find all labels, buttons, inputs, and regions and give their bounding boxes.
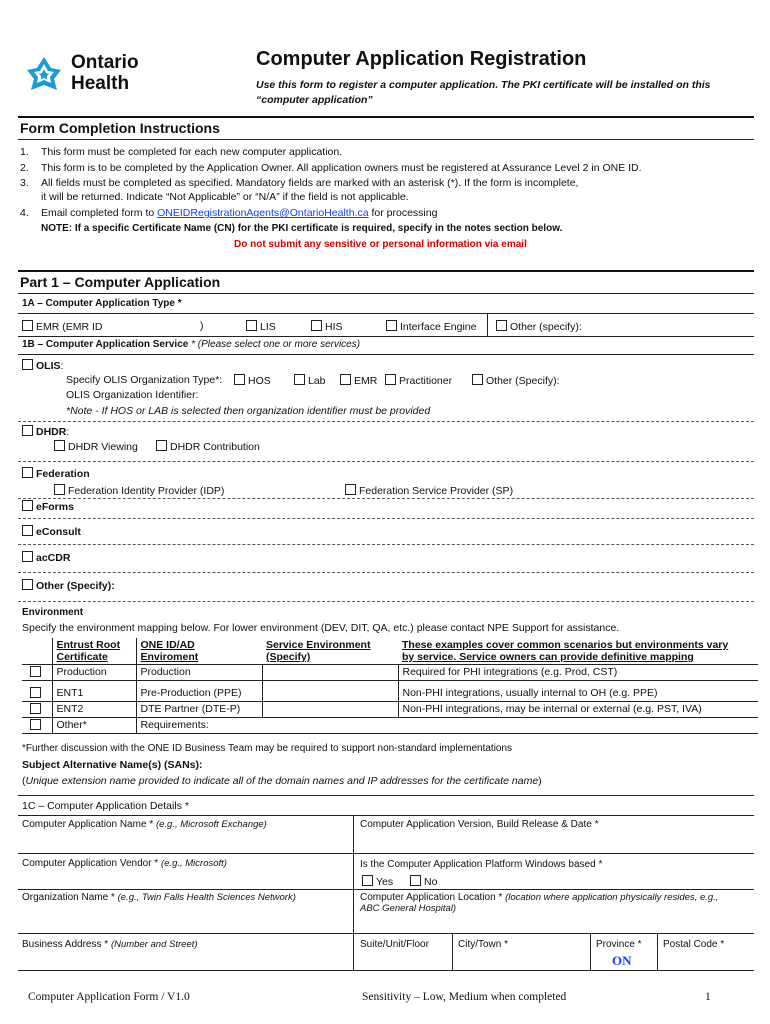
olis-lab-checkbox[interactable] xyxy=(294,374,305,385)
type-interface-engine-option[interactable] xyxy=(386,320,476,333)
divider xyxy=(18,544,754,545)
col-example-b: by service. Service owners can provide definitive mapping xyxy=(402,651,694,663)
dhdr-contribution-checkbox[interactable] xyxy=(156,440,167,451)
his-label: HIS xyxy=(325,321,343,333)
dhdr-colon: : xyxy=(66,426,70,438)
windows-question: Is the Computer Application Platform Windows based * xyxy=(360,859,603,870)
divider xyxy=(18,889,754,890)
other-type-checkbox[interactable] xyxy=(496,320,507,331)
lis-label: LIS xyxy=(260,321,276,333)
col-service-a: Service Environment xyxy=(266,639,371,651)
san-note: Unique extension name provided to indicate all of the domain names and IP addresses for the certificate name xyxy=(25,775,539,787)
env-ent1-checkbox[interactable] xyxy=(30,687,41,698)
instruction-text-4-post: for processing xyxy=(368,207,438,219)
instruction-num-3: 3. xyxy=(20,177,29,189)
dhdr-label: DHDR xyxy=(36,426,67,438)
city-field[interactable] xyxy=(458,939,508,950)
vendor-label: Computer Application Vendor * xyxy=(22,858,161,869)
environment-table xyxy=(22,638,758,734)
city-label: City/Town * xyxy=(458,939,509,950)
olis-label: OLIS xyxy=(36,360,61,372)
instruction-num-4: 4. xyxy=(20,207,29,219)
olis-emr-option[interactable] xyxy=(340,374,377,387)
environment-desc: Specify the environment mapping below. For lower environment (DEV, DIT, QA, etc.) please contact NPE Support for assistance. xyxy=(22,622,620,634)
column-divider xyxy=(657,933,658,970)
eforms-option[interactable] xyxy=(22,500,74,513)
address-field[interactable] xyxy=(22,939,198,950)
col-example-a: These examples cover common scenarios but environments vary xyxy=(402,639,729,651)
province-label: Province * xyxy=(596,939,642,950)
windows-yes-label: Yes xyxy=(376,876,394,888)
federation-label: Federation xyxy=(36,468,90,480)
page-subtitle-line2: “computer application” xyxy=(256,94,373,106)
windows-no-option[interactable] xyxy=(410,875,437,888)
vendor-field[interactable] xyxy=(22,858,227,869)
logo-line2: Health xyxy=(71,73,130,94)
environment-table-header xyxy=(22,638,758,665)
olis-lab-option[interactable] xyxy=(294,374,326,387)
dhdr-contribution-option[interactable] xyxy=(156,440,260,453)
federation-checkbox[interactable] xyxy=(22,467,33,478)
section-1b-label xyxy=(22,339,360,350)
san-label: Subject Alternative Name(s) (SANs): xyxy=(22,759,203,771)
col-service-b: (Specify) xyxy=(266,651,311,663)
table-row xyxy=(22,702,758,718)
eforms-label: eForms xyxy=(36,501,74,513)
olis-other-label: Other (Specify): xyxy=(486,375,560,387)
env-example: Non-PHI integrations, usually internal to OH (e.g. PPE) xyxy=(402,687,658,699)
env-service-field[interactable] xyxy=(262,681,398,702)
accdr-checkbox[interactable] xyxy=(22,551,33,562)
col-env-b: Enviroment xyxy=(140,651,199,663)
table-row xyxy=(22,681,758,702)
olis-practitioner-checkbox[interactable] xyxy=(385,374,396,385)
divider xyxy=(18,815,754,816)
dhdr-option[interactable] xyxy=(22,425,69,438)
col-root-b: Certificate xyxy=(56,651,108,663)
col-root-a: Entrust Root xyxy=(56,639,121,651)
address-label: Business Address * xyxy=(22,939,111,950)
column-divider xyxy=(353,815,354,970)
divider xyxy=(18,601,754,602)
env-root: ENT1 xyxy=(52,681,136,702)
trillium-icon xyxy=(24,54,64,94)
olis-other-checkbox[interactable] xyxy=(472,374,483,385)
org-name-example: (e.g., Twin Falls Health Sciences Network) xyxy=(117,892,296,903)
eforms-checkbox[interactable] xyxy=(22,500,33,511)
location-example-2: ABC General Hospital) xyxy=(360,903,457,914)
olis-practitioner-label: Practitioner xyxy=(399,375,453,387)
divider xyxy=(18,498,754,499)
footer-form-version: Computer Application Form / V1.0 xyxy=(28,991,190,1003)
page-title: Computer Application Registration xyxy=(256,48,587,70)
divider xyxy=(18,313,754,314)
divider xyxy=(18,354,754,355)
instruction-text-1: This form must be completed for each new computer application. xyxy=(41,146,343,158)
other-service-checkbox[interactable] xyxy=(22,579,33,590)
divider xyxy=(18,421,754,422)
dhdr-contribution-label: DHDR Contribution xyxy=(170,441,260,453)
divider xyxy=(18,933,754,934)
econsult-label: eConsult xyxy=(36,526,81,538)
type-other-option[interactable] xyxy=(496,320,582,333)
page-subtitle-line1: Use this form to register a computer application. The PKI certificate will be installed on this xyxy=(256,79,711,91)
olis-emr-label: EMR xyxy=(354,375,378,387)
olis-note: *Note - If HOS or LAB is selected then organization identifier must be provided xyxy=(66,405,431,417)
instruction-text-3b: it will be returned. Indicate “Not Applicable” or “N/A” if the field is not applicable. xyxy=(41,191,409,203)
divider xyxy=(18,970,754,971)
emr-checkbox[interactable] xyxy=(22,320,33,331)
env-example: Non-PHI integrations, may be internal or external (e.g. PST, IVA) xyxy=(402,703,702,715)
environment-label: Environment xyxy=(22,607,84,618)
ontario-health-logo xyxy=(24,52,154,96)
olis-hos-label: HOS xyxy=(248,375,271,387)
federation-idp-option[interactable] xyxy=(54,484,224,497)
section-1b-title: 1B – Computer Application Service xyxy=(22,339,189,350)
env-ent2-checkbox[interactable] xyxy=(30,703,41,714)
windows-no-label: No xyxy=(424,876,438,888)
federation-sp-label: Federation Service Provider (SP) xyxy=(359,485,514,497)
dhdr-viewing-option[interactable] xyxy=(54,440,138,453)
env-example: Required for PHI integrations (e.g. Prod, CST) xyxy=(402,666,618,678)
econsult-option[interactable] xyxy=(22,525,81,538)
instruction-num-1: 1. xyxy=(20,146,29,158)
san-note-wrap: (Unique extension name provided to indicate all of the domain names and IP addresses for the certificate name) xyxy=(22,775,542,787)
app-name-label: Computer Application Name * xyxy=(22,819,156,830)
footer-page-number: 1 xyxy=(705,991,711,1003)
olis-type-label: Specify OLIS Organization Type*: xyxy=(66,374,223,386)
section-1a-label: 1A – Computer Application Type * xyxy=(22,298,182,309)
suite-label: Suite/Unit/Floor xyxy=(360,939,429,950)
dhdr-checkbox[interactable] xyxy=(22,425,33,436)
other-service-option[interactable] xyxy=(22,579,115,592)
olis-checkbox[interactable] xyxy=(22,359,33,370)
location-label: Computer Application Location * xyxy=(360,892,506,903)
federation-idp-label: Federation Identity Provider (IDP) xyxy=(68,485,225,497)
address-example: (Number and Street) xyxy=(110,939,198,950)
env-service-field[interactable] xyxy=(262,665,398,681)
postal-field[interactable] xyxy=(663,939,724,950)
column-divider xyxy=(452,933,453,970)
col-env-a: ONE ID/AD xyxy=(140,639,195,651)
app-version-label: Computer Application Version, Build Release & Date * xyxy=(360,819,599,830)
other-type-label: Other (specify): xyxy=(510,321,582,333)
divider xyxy=(18,116,754,118)
column-divider xyxy=(590,933,591,970)
org-name-label: Organization Name * xyxy=(22,892,118,903)
postal-label: Postal Code * xyxy=(663,939,725,950)
instructions-note: NOTE: If a specific Certificate Name (CN) for the PKI certificate is required, specify in the notes section below. xyxy=(41,223,563,234)
federation-sp-option[interactable] xyxy=(345,484,513,497)
org-name-field[interactable] xyxy=(22,892,296,903)
suite-field[interactable] xyxy=(360,939,429,950)
divider xyxy=(18,461,754,462)
windows-no-checkbox[interactable] xyxy=(410,875,421,886)
province-field[interactable] xyxy=(596,939,642,950)
olis-emr-checkbox[interactable] xyxy=(340,374,351,385)
olis-hos-checkbox[interactable] xyxy=(234,374,245,385)
interface-engine-checkbox[interactable] xyxy=(386,320,397,331)
app-name-field[interactable] xyxy=(22,819,267,830)
instruction-text-4 xyxy=(41,207,437,219)
env-name: Pre-Production (PPE) xyxy=(136,681,262,702)
column-divider xyxy=(487,314,488,336)
divider xyxy=(18,336,754,337)
section-1c-label: 1C – Computer Application Details * xyxy=(22,800,189,812)
instructions-heading: Form Completion Instructions xyxy=(20,120,220,136)
environment-footnote: *Further discussion with the ONE ID Business Team may be required to support non-standard implementations xyxy=(22,743,513,754)
econsult-checkbox[interactable] xyxy=(22,525,33,536)
env-name: DTE Partner (DTE-P) xyxy=(136,702,262,718)
divider xyxy=(18,518,754,519)
location-example: (location where application physically resides, e.g., xyxy=(505,892,719,903)
other-service-label: Other (Specify): xyxy=(36,580,115,592)
lis-checkbox[interactable] xyxy=(246,320,257,331)
windows-yes-checkbox[interactable] xyxy=(362,875,373,886)
dhdr-viewing-label: DHDR Viewing xyxy=(68,441,138,453)
instructions-warning: Do not submit any sensitive or personal information via email xyxy=(234,239,527,250)
olis-colon: : xyxy=(60,360,64,372)
his-checkbox[interactable] xyxy=(311,320,322,331)
env-root: ENT2 xyxy=(52,702,136,718)
app-name-example: (e.g., Microsoft Exchange) xyxy=(155,819,267,830)
table-row xyxy=(22,665,758,681)
olis-hos-option[interactable] xyxy=(234,374,271,387)
env-root: Production xyxy=(52,665,136,681)
env-root: Other* xyxy=(52,718,136,734)
olis-lab-label: Lab xyxy=(308,375,326,387)
federation-idp-checkbox[interactable] xyxy=(54,484,65,495)
env-service-field[interactable] xyxy=(262,702,398,718)
instruction-text-4-pre: Email completed form to xyxy=(41,207,158,219)
vendor-example: (e.g., Microsoft) xyxy=(160,858,227,869)
location-field[interactable] xyxy=(360,892,754,914)
env-requirements: Requirements: xyxy=(140,719,209,731)
divider xyxy=(18,270,754,272)
federation-sp-checkbox[interactable] xyxy=(345,484,356,495)
section-1b-note: * (Please select one or more services) xyxy=(188,339,361,350)
env-production-checkbox[interactable] xyxy=(30,666,41,677)
olis-other-option[interactable] xyxy=(472,374,560,387)
olis-practitioner-option[interactable] xyxy=(385,374,452,387)
part1-heading: Part 1 – Computer Application xyxy=(20,274,221,290)
dhdr-viewing-checkbox[interactable] xyxy=(54,440,65,451)
footer-sensitivity: Sensitivity – Low, Medium when completed xyxy=(362,991,567,1003)
instruction-text-2: This form is to be completed by the Application Owner. All application owners must be registered at Assurance Level 2 in ONE ID. xyxy=(41,162,642,174)
federation-option[interactable] xyxy=(22,467,90,480)
emr-close-paren: ) xyxy=(200,320,204,332)
type-his-option[interactable] xyxy=(311,320,343,333)
type-lis-option[interactable] xyxy=(246,320,276,333)
olis-org-id-label: OLIS Organization Identifier: xyxy=(66,389,199,401)
accdr-label: acCDR xyxy=(36,552,71,564)
divider xyxy=(18,795,754,796)
env-other-checkbox[interactable] xyxy=(30,719,41,730)
olis-option[interactable] xyxy=(22,359,63,372)
app-version-field[interactable] xyxy=(360,819,598,830)
instruction-num-2: 2. xyxy=(20,162,29,174)
logo-line1: Ontario xyxy=(71,52,139,73)
registration-email-link[interactable]: ONEIDRegistrationAgents@OntarioHealth.ca xyxy=(157,207,369,219)
province-value[interactable]: ON xyxy=(612,953,632,968)
type-emr-option[interactable] xyxy=(22,320,103,333)
windows-yes-option[interactable] xyxy=(362,875,393,888)
instruction-text-3: All fields must be completed as specified. Mandatory fields are marked with an asterisk (*). If the form is incomplete, xyxy=(41,177,579,189)
divider xyxy=(18,139,754,140)
table-row xyxy=(22,718,758,734)
env-name: Production xyxy=(136,665,262,681)
divider xyxy=(18,853,754,854)
divider xyxy=(18,572,754,573)
divider xyxy=(18,293,754,294)
emr-label: EMR (EMR ID xyxy=(36,321,103,333)
accdr-option[interactable] xyxy=(22,551,70,564)
interface-engine-label: Interface Engine xyxy=(400,321,477,333)
